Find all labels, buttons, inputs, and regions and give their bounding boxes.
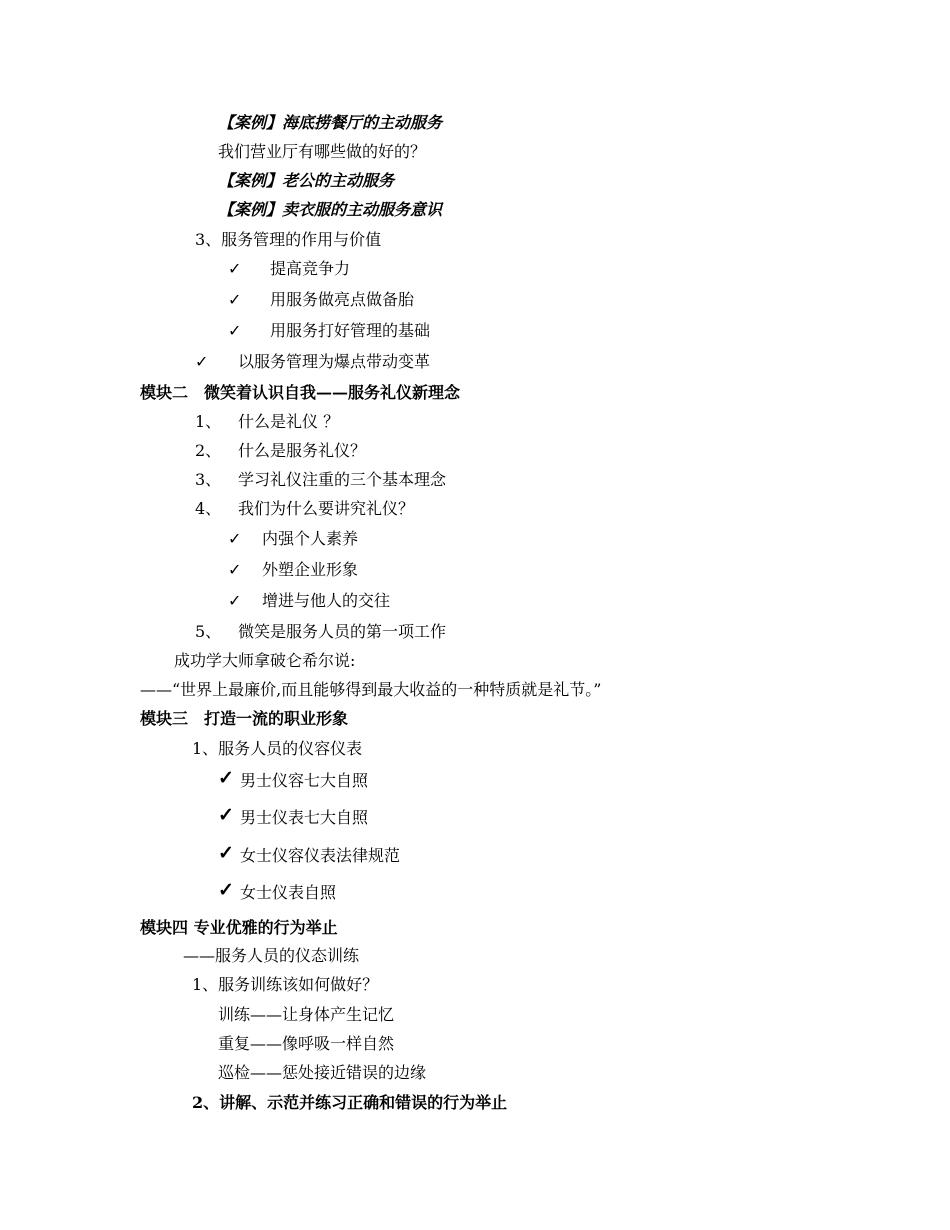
list-number: 4、 [195,499,222,518]
module-heading: 模块二 微笑着认识自我——服务礼仪新理念 [140,383,461,402]
list-item: 训练——让身体产生记忆 [218,1005,395,1024]
check-icon: ✓ [228,560,242,579]
list-item: 什么是服务礼仪？ [238,441,367,460]
list-item: 重复——像呼吸一样自然 [218,1034,395,1053]
module-subheading: ——服务人员的仪态训练 [183,946,360,965]
quote: ——“世界上最廉价,而且能够得到最大收益的一种特质就是礼节。” [140,680,602,699]
check-icon: ✓ [228,529,242,548]
list-item: 学习礼仪注重的三个基本理念 [238,470,447,489]
check-icon: ✓ [218,767,234,789]
case-heading: 【案例】卖衣服的主动服务意识 [218,200,443,219]
module-heading: 模块四 专业优雅的行为举止 [140,918,338,937]
question-line: 我们营业厅有哪些做的好的？ [218,142,427,161]
list-item: 以服务管理为爆点带动变革 [238,352,431,371]
quote-intro: 成功学大师拿破仑希尔说: [174,651,356,670]
list-item: 外塑企业形象 [262,560,359,579]
list-number: 1、 [195,412,222,431]
case-heading: 【案例】海底捞餐厅的主动服务 [218,113,443,132]
list-number: 2、 [195,441,222,460]
section-heading: 1、服务训练该如何做好？ [192,975,379,994]
list-item: 用服务打好管理的基础 [270,321,431,340]
section-heading: 1、服务人员的仪容仪表 [192,739,363,758]
check-icon: ✓ [228,290,242,309]
case-heading: 【案例】老公的主动服务 [218,171,395,190]
check-icon: ✓ [195,352,209,371]
check-icon: ✓ [218,842,234,864]
list-item: 增进与他人的交往 [262,591,391,610]
check-icon: ✓ [228,321,242,340]
list-item: 提高竞争力 [270,259,351,278]
list-item: 内强个人素养 [262,529,359,548]
list-item: 我们为什么要讲究礼仪？ [238,499,415,518]
module-heading: 模块三 打造一流的职业形象 [140,709,349,728]
list-number: 5、 [195,622,222,641]
list-item: 女士仪表自照 [240,883,337,902]
list-item: 男士仪容七大自照 [240,771,369,790]
list-item: 女士仪容仪表法律规范 [240,846,401,865]
check-icon: ✓ [228,259,242,278]
section-heading: 3、服务管理的作用与价值 [195,230,382,249]
list-item: 微笑是服务人员的第一项工作 [238,622,447,641]
check-icon: ✓ [218,879,234,901]
list-item: 男士仪表七大自照 [240,808,369,827]
list-item: 巡检——惩处接近错误的边缘 [218,1063,427,1082]
section-heading: 2、讲解、示范并练习正确和错误的行为举止 [192,1093,508,1112]
list-item: 什么是礼仪 ？ [238,412,340,431]
check-icon: ✓ [228,591,242,610]
list-number: 3、 [195,470,222,489]
check-icon: ✓ [218,804,234,826]
list-item: 用服务做亮点做备胎 [270,290,415,309]
